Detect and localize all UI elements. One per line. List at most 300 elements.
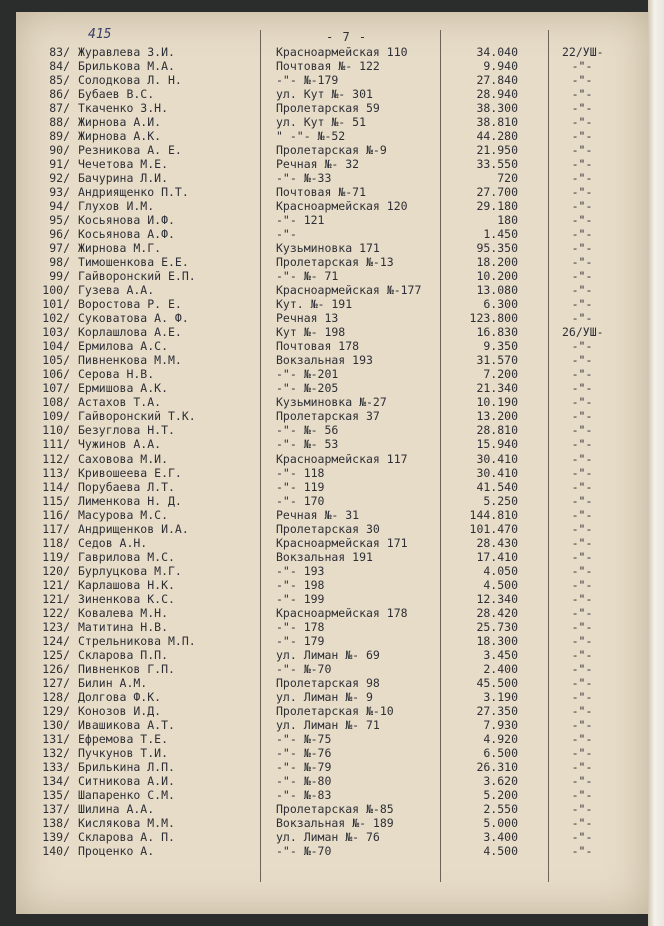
row-mark: -"-	[571, 451, 593, 466]
row-number: 128/	[42, 689, 70, 704]
row-amount: 95.350	[476, 241, 518, 256]
row-mark: -"-	[571, 577, 593, 592]
row-name: Стрельникова М.П.	[78, 633, 196, 648]
row-amount: 7.930	[483, 717, 518, 732]
row-amount: 28.810	[476, 423, 518, 438]
row-number: 109/	[42, 409, 70, 424]
row-amount: 4.920	[483, 731, 518, 746]
row-address: Пролетарская №-13	[276, 255, 394, 270]
row-number: 121/	[42, 591, 70, 606]
row-amount: 13.080	[476, 283, 518, 298]
table-row	[16, 395, 648, 409]
row-number: 94/	[49, 199, 70, 214]
row-address: -"- №-75	[276, 731, 332, 746]
row-amount: 31.570	[476, 353, 518, 368]
table-row	[16, 606, 648, 620]
page-edge	[648, 0, 664, 926]
row-amount: 720	[497, 171, 518, 186]
row-number: 96/	[49, 227, 70, 242]
row-mark: -"-	[571, 409, 593, 424]
row-address: Кузьминовка 171	[276, 241, 380, 256]
row-amount: 29.180	[476, 199, 518, 214]
row-number: 91/	[49, 157, 70, 172]
row-mark: -"-	[571, 493, 593, 508]
row-mark: -"-	[571, 787, 593, 802]
row-mark: -"-	[571, 703, 593, 718]
row-mark: -"-	[571, 283, 593, 298]
table-row	[16, 311, 648, 325]
table-row	[16, 423, 648, 437]
row-name: Кривошеева Е.Г.	[78, 465, 182, 480]
row-mark: -"-	[571, 591, 593, 606]
table-row	[16, 59, 648, 73]
row-address: " -"- №-52	[276, 129, 346, 144]
row-address: Красноармейская 171	[276, 535, 408, 550]
row-number: 131/	[42, 731, 70, 746]
row-number: 98/	[49, 255, 70, 270]
row-mark: -"-	[571, 199, 593, 214]
table-row	[16, 508, 648, 522]
row-number: 111/	[42, 437, 70, 452]
row-mark: -"-	[571, 297, 593, 312]
row-amount: 41.540	[476, 479, 518, 494]
row-address: Пролетарская №-85	[276, 801, 394, 816]
row-name: Зиненкова К.С.	[78, 591, 175, 606]
row-name: Жирнова А.И.	[78, 115, 162, 130]
row-address: Красноармейская 120	[276, 199, 408, 214]
row-amount: 6.500	[483, 745, 518, 760]
row-name: Шапаренко С.М.	[78, 787, 175, 802]
row-mark: -"-	[571, 829, 593, 844]
table-row	[16, 816, 648, 830]
row-name: Солодкова Л. Н.	[78, 73, 182, 88]
row-mark: -"-	[571, 661, 593, 676]
row-mark: -"-	[571, 115, 593, 130]
row-address: Кузьминовка №-27	[276, 395, 387, 410]
row-name: Лименкова Н. Д.	[78, 493, 182, 508]
row-name: Журавлева З.И.	[78, 45, 175, 59]
row-name: Скларова П.П.	[78, 647, 169, 662]
row-number: 86/	[49, 87, 70, 102]
row-name: Астахов Т.А.	[78, 395, 162, 410]
table-row	[16, 452, 648, 466]
row-address: -"- 121	[276, 213, 325, 228]
row-mark: -"-	[571, 619, 593, 634]
table-row	[16, 774, 648, 788]
row-address: Речная №- 32	[276, 157, 360, 172]
row-amount: 3.190	[483, 689, 518, 704]
row-mark: -"-	[571, 185, 593, 200]
table-row	[16, 704, 648, 718]
row-address: -"- №-79	[276, 759, 332, 774]
row-name: Брилькина Л.П.	[78, 759, 175, 774]
table-row	[16, 255, 648, 269]
row-amount: 21.340	[476, 381, 518, 396]
row-number: 104/	[42, 339, 70, 354]
row-name: Долгова Ф.К.	[78, 689, 162, 704]
row-amount: 28.420	[476, 605, 518, 620]
row-address: ул. Лиман №- 76	[276, 829, 380, 844]
row-number: 114/	[42, 479, 70, 494]
row-number: 108/	[42, 395, 70, 410]
row-address: -"- №- 56	[276, 423, 339, 438]
row-amount: 18.200	[476, 255, 518, 270]
row-number: 112/	[42, 451, 70, 466]
row-name: Чужинов А.А.	[78, 437, 162, 452]
row-mark: -"-	[571, 801, 593, 816]
row-address: Почтовая №-71	[276, 185, 367, 200]
row-number: 110/	[42, 423, 70, 438]
table-row	[16, 592, 648, 606]
row-number: 134/	[42, 773, 70, 788]
table-row	[16, 115, 648, 129]
row-name: Гайворонский Е.П.	[78, 269, 196, 284]
row-number: 93/	[49, 185, 70, 200]
row-number: 139/	[42, 829, 70, 844]
row-name: Ковалева М.Н.	[78, 605, 169, 620]
row-name: Гаврилова М.С.	[78, 549, 175, 564]
table-row	[16, 662, 648, 676]
row-number: 124/	[42, 633, 70, 648]
row-amount: 21.950	[476, 143, 518, 158]
row-name: Бачурина Л.И.	[78, 171, 169, 186]
table-row	[16, 157, 648, 171]
row-amount: 12.340	[476, 591, 518, 606]
row-amount: 9.350	[483, 339, 518, 354]
row-name: Резникова А. Е.	[78, 143, 182, 158]
row-address: -"- 119	[276, 479, 325, 494]
row-mark: -"-	[571, 269, 593, 284]
row-number: 89/	[49, 129, 70, 144]
row-address: Пролетарская 59	[276, 101, 380, 116]
row-name: Масурова М.С.	[78, 507, 169, 522]
row-name: Пивненков Г.П.	[78, 661, 175, 676]
row-mark: -"-	[571, 353, 593, 368]
row-number: 115/	[42, 493, 70, 508]
row-name: Гайворонский Т.К.	[78, 409, 196, 424]
row-address: -"- №-179	[276, 73, 339, 88]
row-number: 123/	[42, 619, 70, 634]
row-address: Пролетарская №-10	[276, 703, 394, 718]
table-row	[16, 409, 648, 423]
row-number: 120/	[42, 563, 70, 578]
table-row	[16, 171, 648, 185]
row-name: Ермилова А.С.	[78, 339, 169, 354]
row-number: 121/	[42, 577, 70, 592]
row-name: Ермишова А.К.	[78, 381, 169, 396]
row-name: Андрищенков И.А.	[78, 521, 189, 536]
row-number: 140/	[42, 844, 70, 858]
row-amount: 7.200	[483, 367, 518, 382]
row-address: -"- №-80	[276, 773, 332, 788]
row-number: 84/	[49, 59, 70, 74]
row-number: 97/	[49, 241, 70, 256]
row-name: Жирнова А.К.	[78, 129, 162, 144]
row-name: Ефремова Т.Е.	[78, 731, 169, 746]
row-name: Безуглова Н.Т.	[78, 423, 175, 438]
row-amount: 3.450	[483, 647, 518, 662]
row-mark: -"-	[571, 227, 593, 242]
row-address: -"- 193	[276, 563, 325, 578]
row-name: Пучкунов Т.И.	[78, 745, 169, 760]
row-name: Тимошенкова Е.Е.	[78, 255, 189, 270]
row-mark: -"-	[571, 675, 593, 690]
row-amount: 10.200	[476, 269, 518, 284]
row-address: ул. Лиман №- 71	[276, 717, 380, 732]
row-amount: 2.550	[483, 801, 518, 816]
row-address: ул. Лиман №- 9	[276, 689, 373, 704]
row-number: 125/	[42, 647, 70, 662]
row-address: Вокзальная 193	[276, 353, 373, 368]
row-name: Косьянова И.Ф.	[78, 213, 175, 228]
table-row	[16, 676, 648, 690]
row-mark: -"-	[571, 465, 593, 480]
row-mark: -"-	[571, 255, 593, 270]
row-address: Кут №- 198	[276, 325, 346, 340]
row-name: Конозов И.Д.	[78, 703, 162, 718]
table-row	[16, 283, 648, 297]
row-mark: -"-	[571, 437, 593, 452]
row-mark: -"-	[571, 563, 593, 578]
row-number: 129/	[42, 703, 70, 718]
row-amount: 25.730	[476, 619, 518, 634]
row-mark: -"-	[571, 507, 593, 522]
table-row	[16, 143, 648, 157]
table-row	[16, 494, 648, 508]
row-address: -"-	[276, 227, 297, 242]
row-mark: -"-	[571, 773, 593, 788]
row-amount: 16.830	[476, 325, 518, 340]
row-name: Брилькова М.А.	[78, 59, 175, 74]
table-row	[16, 297, 648, 311]
row-mark: -"-	[571, 129, 593, 144]
row-address: -"- №-33	[276, 171, 332, 186]
row-amount: 13.200	[476, 409, 518, 424]
row-amount: 27.840	[476, 73, 518, 88]
row-name: Глухов И.М.	[78, 199, 155, 214]
row-name: Жирнова М.Г.	[78, 241, 162, 256]
row-amount: 101.470	[469, 521, 518, 536]
row-mark: -"-	[571, 73, 593, 88]
row-address: -"- №-205	[276, 381, 339, 396]
row-amount: 30.410	[476, 465, 518, 480]
row-mark: -"-	[571, 731, 593, 746]
table-row	[16, 437, 648, 451]
row-address: Вокзальная 191	[276, 549, 373, 564]
row-amount: 6.300	[483, 297, 518, 312]
row-amount: 4.500	[483, 844, 518, 858]
row-name: Ситникова А.И.	[78, 773, 175, 788]
row-mark: -"-	[571, 647, 593, 662]
row-number: 130/	[42, 717, 70, 732]
row-number: 103/	[42, 325, 70, 340]
row-mark: -"-	[571, 213, 593, 228]
row-address: -"- 198	[276, 577, 325, 592]
table-row	[16, 536, 648, 550]
table-row	[16, 844, 648, 858]
row-amount: 28.430	[476, 535, 518, 550]
row-name: Суковатова А. Ф.	[78, 311, 189, 326]
row-mark: -"-	[571, 745, 593, 760]
row-number: 132/	[42, 745, 70, 760]
row-name: Чечетова М.Е.	[78, 157, 169, 172]
table-row	[16, 760, 648, 774]
row-amount: 38.300	[476, 101, 518, 116]
row-mark: -"-	[571, 815, 593, 830]
row-address: -"- 199	[276, 591, 325, 606]
row-address: -"- №-76	[276, 745, 332, 760]
row-amount: 5.000	[483, 815, 518, 830]
table-row	[16, 45, 648, 59]
row-address: -"- №-83	[276, 787, 332, 802]
row-number: 88/	[49, 115, 70, 130]
row-name: Ткаченко З.Н.	[78, 101, 169, 116]
row-name: Билин А.М.	[78, 675, 148, 690]
row-amount: 4.050	[483, 563, 518, 578]
row-name: Карлашова Н.К.	[78, 577, 175, 592]
row-number: 83/	[49, 45, 70, 59]
row-name: Косьянова А.Ф.	[78, 227, 175, 242]
row-number: 116/	[42, 507, 70, 522]
table-row	[16, 367, 648, 381]
row-address: Пролетарская №-9	[276, 143, 387, 158]
document-page	[16, 12, 648, 914]
row-mark: -"-	[571, 633, 593, 648]
row-mark: -"-	[571, 395, 593, 410]
row-mark: -"-	[571, 101, 593, 116]
table-row	[16, 620, 648, 634]
row-mark: -"-	[571, 59, 593, 74]
table-row	[16, 213, 648, 227]
row-name: Воростова Р. Е.	[78, 297, 182, 312]
row-number: 138/	[42, 815, 70, 830]
row-address: Почтовая 178	[276, 339, 360, 354]
row-mark: -"-	[571, 423, 593, 438]
table-row	[16, 353, 648, 367]
row-name: Гузева А.А.	[78, 283, 155, 298]
table-row	[16, 101, 648, 115]
row-number: 122/	[42, 605, 70, 620]
row-number: 106/	[42, 367, 70, 382]
table-row	[16, 129, 648, 143]
row-amount: 28.940	[476, 87, 518, 102]
row-number: 133/	[42, 759, 70, 774]
row-amount: 34.040	[476, 45, 518, 59]
row-name: Седов А.Н.	[78, 535, 148, 550]
row-name: Корлашлова А.Е.	[78, 325, 182, 340]
row-address: -"- №- 71	[276, 269, 339, 284]
row-mark: -"-	[571, 339, 593, 354]
row-name: Бубаев В.С.	[78, 87, 155, 102]
row-name: Бурлуцкова М.Г.	[78, 563, 182, 578]
row-address: Красноармейская 178	[276, 605, 408, 620]
row-address: -"- 170	[276, 493, 325, 508]
row-address: Красноармейская №-177	[276, 283, 422, 298]
row-number: 102/	[42, 311, 70, 326]
margin-note: 415	[88, 27, 112, 42]
row-mark: -"-	[571, 381, 593, 396]
row-mark: -"-	[571, 241, 593, 256]
row-address: ул. Кут №- 301	[276, 87, 373, 102]
table-row	[16, 830, 648, 844]
table-row	[16, 788, 648, 802]
table-row	[16, 199, 648, 213]
row-mark: -"-	[571, 535, 593, 550]
row-mark: -"-	[571, 605, 593, 620]
row-number: 107/	[42, 381, 70, 396]
row-amount: 10.190	[476, 395, 518, 410]
row-name: Матитина Н.В.	[78, 619, 169, 634]
row-mark: -"-	[571, 549, 593, 564]
table-row	[16, 578, 648, 592]
row-mark: -"-	[571, 759, 593, 774]
table-row	[16, 746, 648, 760]
table-row	[16, 634, 648, 648]
row-address: -"- №-70	[276, 661, 332, 676]
row-mark: -"-	[571, 844, 593, 858]
row-mark: -"-	[571, 689, 593, 704]
table-row	[16, 522, 648, 536]
row-mark: -"-	[571, 171, 593, 186]
row-mark: -"-	[571, 87, 593, 102]
row-number: 92/	[49, 171, 70, 186]
page-number: - 7 -	[326, 30, 368, 44]
row-amount: 3.400	[483, 829, 518, 844]
row-amount: 26.310	[476, 759, 518, 774]
table-row	[16, 227, 648, 241]
row-amount: 2.400	[483, 661, 518, 676]
row-number: 85/	[49, 73, 70, 88]
row-address: Красноармейская 117	[276, 451, 408, 466]
row-amount: 44.280	[476, 129, 518, 144]
row-number: 127/	[42, 675, 70, 690]
row-address: Речная №- 31	[276, 507, 360, 522]
row-address: -"- №- 53	[276, 437, 339, 452]
row-address: Пролетарская 30	[276, 521, 380, 536]
table-row	[16, 732, 648, 746]
row-name: Шилина А.А.	[78, 801, 155, 816]
row-mark: -"-	[571, 521, 593, 536]
row-amount: 33.550	[476, 157, 518, 172]
row-amount: 4.500	[483, 577, 518, 592]
row-address: ул. Кут №- 51	[276, 115, 367, 130]
table-row	[16, 241, 648, 255]
row-mark: -"-	[571, 367, 593, 382]
row-amount: 5.250	[483, 493, 518, 508]
row-number: 105/	[42, 353, 70, 368]
row-mark: -"-	[571, 157, 593, 172]
row-address: Пролетарская 98	[276, 675, 380, 690]
row-number: 100/	[42, 283, 70, 298]
row-address: Речная 13	[276, 311, 339, 326]
row-address: -"- №-70	[276, 844, 332, 858]
table-row	[16, 550, 648, 564]
row-number: 87/	[49, 101, 70, 116]
row-number: 119/	[42, 549, 70, 564]
table-row	[16, 87, 648, 101]
row-address: Красноармейская 110	[276, 45, 408, 59]
table-row	[16, 564, 648, 578]
table-row	[16, 381, 648, 395]
row-number: 99/	[49, 269, 70, 284]
row-number: 95/	[49, 213, 70, 228]
row-number: 90/	[49, 143, 70, 158]
row-amount: 30.410	[476, 451, 518, 466]
row-amount: 3.620	[483, 773, 518, 788]
row-amount: 9.940	[483, 59, 518, 74]
row-amount: 17.410	[476, 549, 518, 564]
table-row	[16, 269, 648, 283]
